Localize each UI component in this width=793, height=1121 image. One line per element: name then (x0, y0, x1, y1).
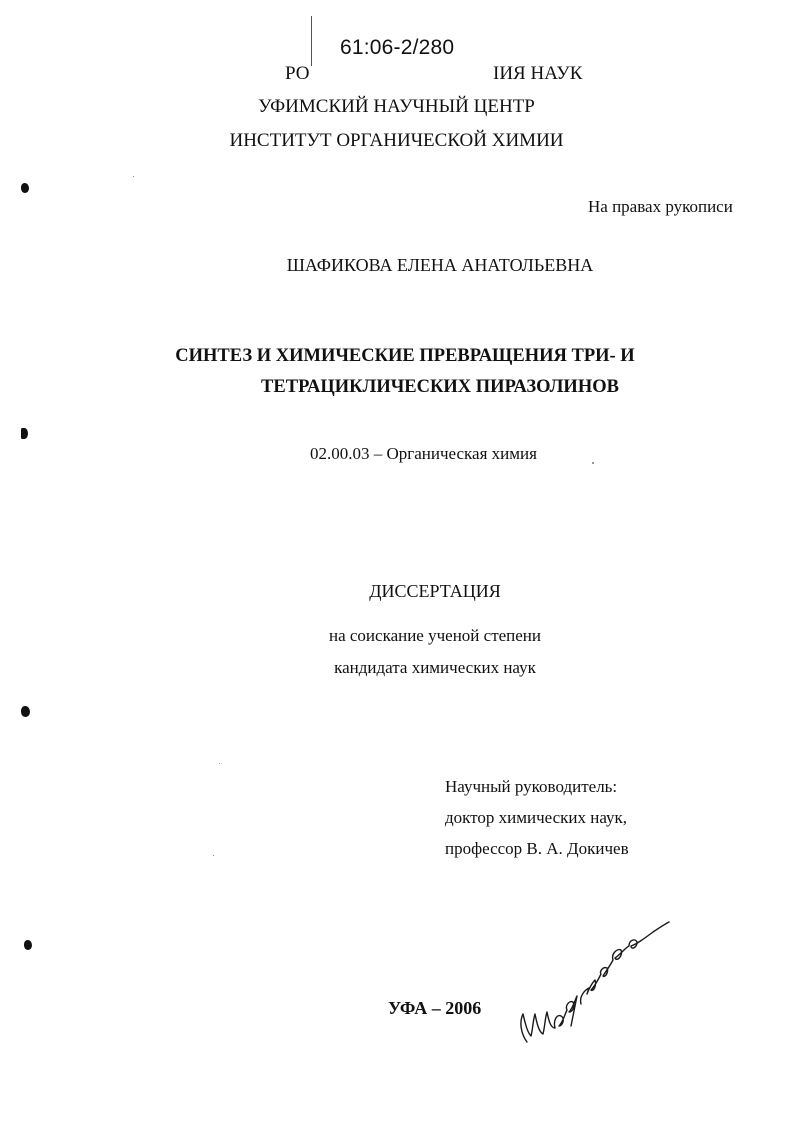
org-line1-right: ІИЯ НАУК (493, 63, 583, 84)
title-line2: ТЕТРАЦИКЛИЧЕСКИХ ПИРАЗОЛИНОВ (261, 377, 619, 397)
stamp-divider-line (311, 16, 312, 66)
punch-hole-mark (21, 428, 28, 439)
document-type-label: ДИССЕРТАЦИЯ (369, 581, 501, 601)
scan-speck (592, 462, 594, 464)
degree-line1: на соискание ученой степени (328, 626, 542, 645)
supervisor-name: профессор В. А. Докичев (445, 839, 629, 858)
scan-speck (133, 176, 134, 177)
punch-hole-mark (21, 706, 30, 717)
title-line1: СИНТЕЗ И ХИМИЧЕСКИЕ ПРЕВРАЩЕНИЯ ТРИ- И (175, 346, 635, 366)
supervisor-degree: доктор химических наук, (445, 808, 628, 827)
org-line3: ИНСТИТУТ ОРГАНИЧЕСКОЙ ХИМИИ (229, 130, 564, 151)
punch-hole-mark (21, 183, 29, 193)
signature-icon (505, 918, 675, 1058)
scan-speck (213, 855, 214, 856)
rights-note: На правах рукописи (588, 197, 733, 216)
org-line2: УФИМСКИЙ НАУЧНЫЙ ЦЕНТР (258, 96, 535, 117)
specialty-code: 02.00.03 – Органическая химия (310, 444, 537, 463)
org-line1-left: РО (285, 63, 310, 84)
scan-speck (219, 763, 220, 764)
author-name: ШАФИКОВА ЕЛЕНА АНАТОЛЬЕВНА (286, 255, 594, 275)
city-year: УФА – 2006 (388, 998, 482, 1018)
archive-stamp-code: 61:06-2/280 (340, 36, 455, 59)
punch-hole-mark (24, 940, 32, 950)
degree-line2: кандидата химических наук (334, 658, 536, 677)
supervisor-label: Научный руководитель: (445, 777, 618, 796)
